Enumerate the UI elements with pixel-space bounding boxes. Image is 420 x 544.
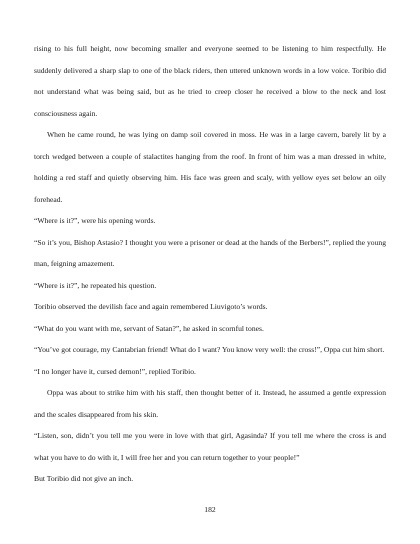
paragraph-2: When he came round, he was lying on damp soil covered in moss. He was in a large cavern, barely lit by a torch wedged between a couple of stalactites hanging from the roof. In front of him was a man dressed in white, holding a red staff and quietly observing him. His face was green and scaly, with yellow eyes set below an oily forehead. (34, 130, 386, 204)
paragraph-10: Oppa was about to strike him with his staff, then thought better of it. Instead, he assumed a gentle expression and the scales disappeared from his skin. (34, 388, 386, 419)
paragraph-12: But Toribio did not give an inch. (34, 474, 134, 483)
page-number: 182 (204, 505, 216, 514)
paragraph-4: “So it’s you, Bishop Astasio? I thought you were a prisoner or dead at the hands of the Berbers!”, replied the young man, feigning amazement. (34, 237, 386, 268)
paragraph-6: Toribio observed the devilish face and again remembered Liuvigoto’s words. (34, 302, 268, 311)
paragraph-9: “I no longer have it, cursed demon!”, replied Toribio. (34, 366, 196, 376)
paragraph-3: “Where is it?”, were his opening words. (34, 216, 156, 225)
paragraph-7: “What do you want with me, servant of Satan?”, he asked in scornful tones. (34, 323, 264, 333)
paragraph-11: “Listen, son, didn’t you tell me you were in love with that girl, Agasinda? If you tell me where the cross is and what you have to do with it, I will free her and you can return together to your people!” (34, 431, 386, 462)
paragraph-5: “Where is it?”, he repeated his question. (34, 280, 157, 290)
paragraph-8: “You’ve got courage, my Cantabrian friend! What do I want? You know very well: the cross!”, Oppa cut him short. (34, 345, 385, 354)
paragraph-1: rising to his full height, now becoming smaller and everyone seemed to be listening to him respectfully. He suddenly delivered a sharp slap to one of the black riders, then uttered unknown words in a low voice. Toribio did not understand what was being said, but as he tried to creep closer he received a blow to the neck and lost consciousness again. (34, 44, 386, 118)
page-body (34, 38, 386, 490)
